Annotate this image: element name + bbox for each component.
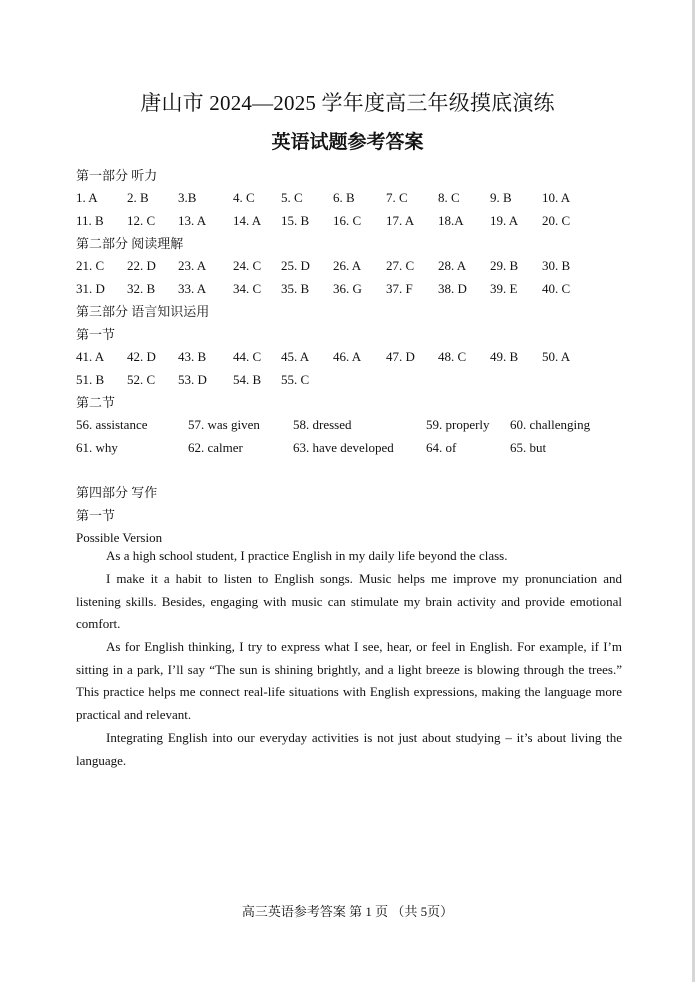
answer-item: 36. G	[333, 281, 362, 296]
answer-item: 51. B	[76, 372, 105, 387]
answer-item: 7. C	[386, 190, 408, 205]
answer-item: 2. B	[127, 190, 149, 205]
answer-item: 43. B	[178, 349, 207, 364]
answer-item: 42. D	[127, 349, 156, 364]
answer-item: 1. A	[76, 190, 98, 205]
answer-item: 9. B	[490, 190, 512, 205]
answer-item: 24. C	[233, 258, 262, 273]
answer-item: 25. D	[281, 258, 310, 273]
answer-item: 33. A	[178, 281, 207, 296]
answer-item: 28. A	[438, 258, 467, 273]
answer-item: 34. C	[233, 281, 262, 296]
answer-item: 56. assistance	[76, 417, 148, 432]
answer-item: 55. C	[281, 372, 310, 387]
answer-item: 52. C	[127, 372, 156, 387]
answer-item: 57. was given	[188, 417, 260, 432]
essay-paragraph: As a high school student, I practice English in my daily life beyond the class.	[106, 548, 508, 563]
answer-item: 38. D	[438, 281, 467, 296]
answer-item: 63. have developed	[293, 440, 394, 455]
answer-item: 5. C	[281, 190, 303, 205]
answer-item: 31. D	[76, 281, 105, 296]
document-title: 唐山市 2024—2025 学年度高三年级摸底演练	[140, 91, 555, 115]
answer-item: 4. C	[233, 190, 255, 205]
answer-item: 61. why	[76, 440, 118, 455]
answer-item: 15. B	[281, 213, 310, 228]
part3-section2-heading: 第二节	[76, 395, 116, 410]
answer-item: 14. A	[233, 213, 262, 228]
part4-section1-heading: 第一节	[76, 508, 116, 523]
answer-item: 27. C	[386, 258, 415, 273]
answer-item: 23. A	[178, 258, 207, 273]
answer-item: 32. B	[127, 281, 156, 296]
answer-item: 48. C	[438, 349, 467, 364]
part1-heading: 第一部分 听力	[76, 168, 158, 183]
answer-item: 21. C	[76, 258, 105, 273]
answer-item: 17. A	[386, 213, 415, 228]
answer-item: 53. D	[178, 372, 207, 387]
part2-heading: 第二部分 阅读理解	[76, 236, 184, 251]
answer-item: 29. B	[490, 258, 519, 273]
answer-item: 64. of	[426, 440, 457, 455]
answer-item: 13. A	[178, 213, 207, 228]
answer-item: 6. B	[333, 190, 355, 205]
answer-item: 19. A	[490, 213, 519, 228]
answer-item: 22. D	[127, 258, 156, 273]
answer-item: 37. F	[386, 281, 413, 296]
answer-item: 39. E	[490, 281, 518, 296]
answer-item: 30. B	[542, 258, 571, 273]
answer-item: 40. C	[542, 281, 571, 296]
answer-item: 10. A	[542, 190, 571, 205]
part3-section1-heading: 第一节	[76, 327, 116, 342]
answer-item: 65. but	[510, 440, 547, 455]
part3-heading: 第三部分 语言知识运用	[76, 304, 210, 319]
document-subtitle: 英语试题参考答案	[271, 131, 424, 153]
answer-item: 62. calmer	[188, 440, 243, 455]
answer-item: 60. challenging	[510, 417, 591, 432]
answer-item: 11. B	[76, 213, 104, 228]
answer-item: 20. C	[542, 213, 571, 228]
answer-item: 12. C	[127, 213, 156, 228]
answer-item: 59. properly	[426, 417, 490, 432]
page-footer: 高三英语参考答案 第 1 页 （共 5页）	[241, 904, 454, 919]
answer-item: 16. C	[333, 213, 362, 228]
answer-item: 49. B	[490, 349, 519, 364]
answer-item: 35. B	[281, 281, 310, 296]
answer-item: 26. A	[333, 258, 362, 273]
answer-item: 44. C	[233, 349, 262, 364]
answer-item: 54. B	[233, 372, 262, 387]
essay-paragraph: Integrating English into our everyday activities is not just about studying – it’s about living the language.	[76, 730, 622, 768]
answer-item: 8. C	[438, 190, 460, 205]
answer-item: 50. A	[542, 349, 571, 364]
answer-item: 3.B	[178, 190, 197, 205]
answer-item: 45. A	[281, 349, 310, 364]
answer-item: 41. A	[76, 349, 105, 364]
answer-item: 46. A	[333, 349, 362, 364]
answer-item: 58. dressed	[293, 417, 352, 432]
possible-version-label: Possible Version	[76, 530, 163, 545]
answer-item: 18.A	[438, 213, 464, 228]
essay-paragraph: As for English thinking, I try to express what I see, hear, or feel in English. For example, if I’m sitting in a park, I’ll say “The sun is shining brightly, and a light breeze is blowing through the trees.” This practice helps me connect real-life situations with English expressions, making the language more practical and relevant.	[76, 639, 622, 723]
answer-item: 47. D	[386, 349, 415, 364]
part4-heading: 第四部分 写作	[76, 485, 158, 500]
essay-paragraph: I make it a habit to listen to English songs. Music helps me improve my pronunciation and listening skills. Besides, engaging with music can stimulate my brain activity and provide emotional comfort.	[76, 571, 622, 632]
